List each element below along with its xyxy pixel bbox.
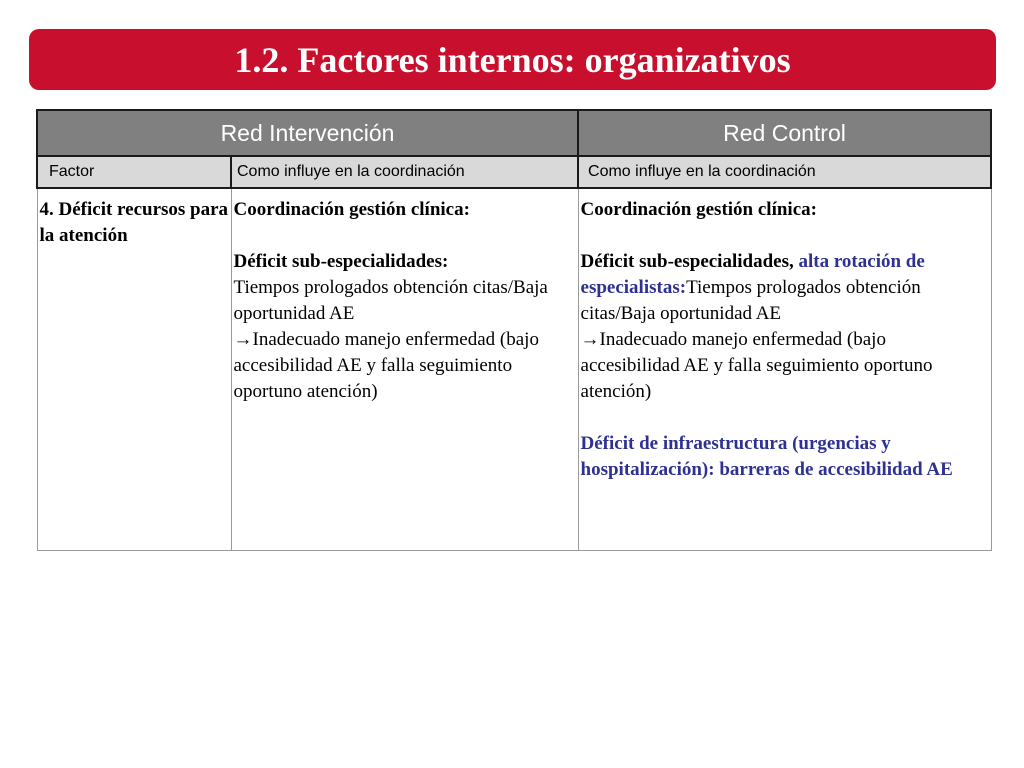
arrow-icon: → [580,329,600,350]
title-banner [29,29,996,90]
red-control-header: Red Control [578,110,991,156]
intervention-cell [231,188,578,551]
control-subheading-blue: alta rotación de especialistas: [580,251,925,298]
intervention-subheading: Déficit sub-especialidades: [233,251,449,272]
red-intervencion-header: Red Intervención [37,110,578,156]
control-infra-text: Déficit de infraestructura (urgencias y hospitalización): barreras de accesibilidad AE [580,433,953,480]
arrow-icon: → [233,329,253,350]
control-text-1: Tiempos prologados obtención citas/Baja oportunidad AE [580,277,921,324]
table-row [37,188,991,551]
intervention-text-1: Tiempos prologados obtención citas/Baja oportunidad AE [233,277,548,324]
slide-title: 1.2. Factores internos: organizativos [234,39,791,80]
factor-text: 4. Déficit recursos para la atención [39,199,229,246]
intervention-text-2-body: Inadecuado manejo enfermedad (bajo accesibilidad AE y falla seguimiento oportuno atención) [233,329,539,402]
control-subheading [581,249,989,327]
spacer [234,223,576,249]
group-header-row [37,110,991,156]
intervention-influence-header: Como influye en la coordinación [231,156,578,188]
spacer [581,223,989,249]
factor-column-header: Factor [37,156,231,188]
factors-table [36,109,992,551]
control-text-2 [581,327,989,405]
control-influence-header: Como influye en la coordinación [578,156,991,188]
intervention-text-2 [234,327,576,405]
factor-cell [37,188,231,551]
intervention-heading: Coordinación gestión clínica: [233,199,470,220]
column-header-row [37,156,991,188]
control-cell [578,188,991,551]
control-subheading-black: Déficit sub-especialidades, [580,251,794,272]
spacer [581,405,989,431]
control-heading: Coordinación gestión clínica: [580,199,817,220]
control-text-2-body: Inadecuado manejo enfermedad (bajo accesibilidad AE y falla seguimiento oportuno atención) [580,329,933,402]
